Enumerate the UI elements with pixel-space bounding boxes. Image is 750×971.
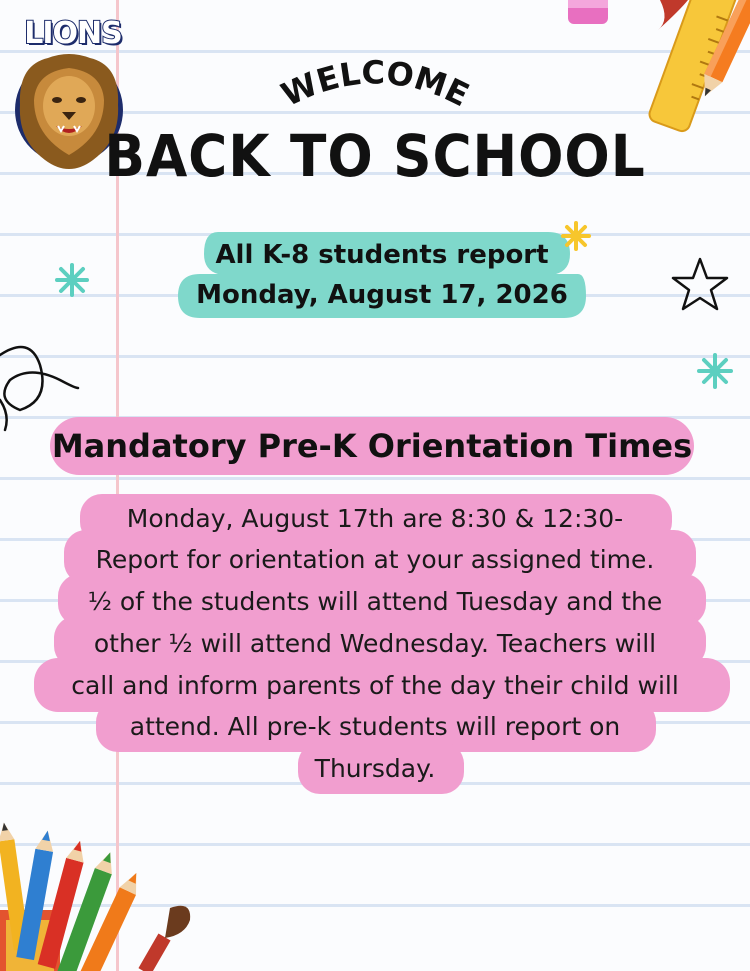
orientation-heading-text: Mandatory Pre-K Orientation Times — [51, 427, 693, 465]
star-outline-icon — [670, 256, 730, 312]
asterisk-icon — [560, 220, 592, 252]
colored-pencils-icon — [0, 820, 210, 971]
orientation-details — [0, 490, 750, 810]
report-line-2: Monday, August 17, 2026 — [196, 280, 568, 310]
asterisk-icon — [696, 352, 734, 390]
report-line-1: All K-8 students report — [215, 240, 549, 270]
svg-text:WELCOME — [276, 53, 475, 114]
orientation-line: attend. All pre-k students will report on — [129, 712, 621, 741]
logo-text: LIONS — [24, 16, 122, 51]
asterisk-icon — [54, 262, 90, 298]
orientation-line: call and inform parents of the day their child will — [71, 671, 679, 700]
welcome-text: WELCOME — [275, 53, 475, 115]
orientation-heading — [50, 417, 694, 475]
orientation-line: Monday, August 17th are 8:30 & 12:30- — [126, 504, 624, 533]
orientation-line: Report for orientation at your assigned time. — [95, 545, 655, 574]
orientation-line: other ½ will attend Wednesday. Teachers will — [93, 629, 657, 658]
page-title: BACK TO SCHOOL — [104, 122, 646, 190]
orientation-line: Thursday. — [314, 754, 436, 783]
welcome-heading — [270, 50, 480, 120]
eraser-icon — [566, 0, 610, 28]
pencil-icon — [696, 0, 750, 110]
orientation-line: ½ of the students will attend Tuesday and the — [87, 587, 663, 616]
paintbrush-icon — [138, 906, 190, 971]
report-date-badge — [178, 226, 586, 322]
